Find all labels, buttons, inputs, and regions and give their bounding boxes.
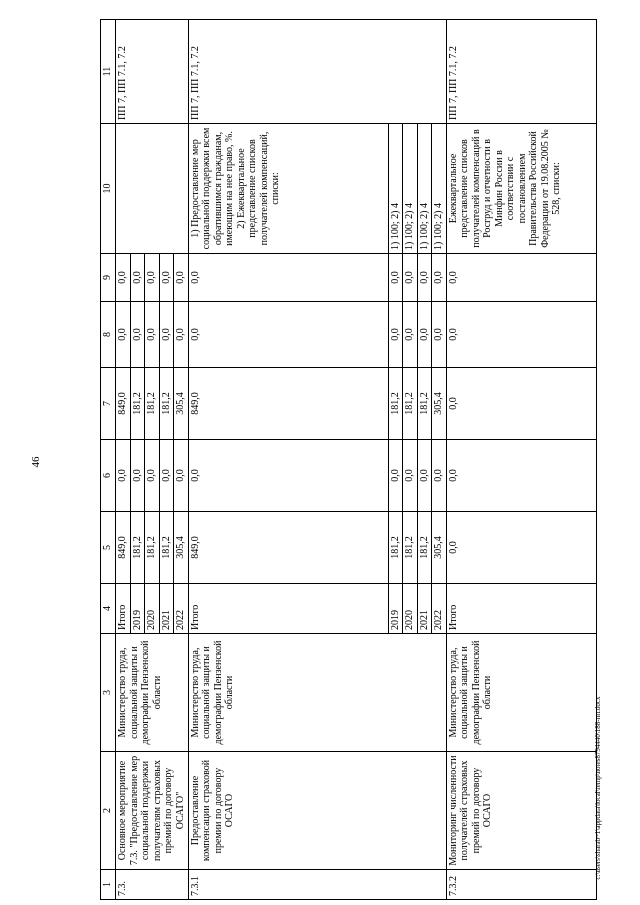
measure-name: Предоставление компенсации страховой премии по договору ОСАГО [188, 752, 446, 870]
value-cell: 181,2 [417, 512, 432, 584]
year-cell: Итого [188, 584, 388, 634]
result-value-cell: 1) 100; 2) 4 [403, 124, 418, 254]
year-cell: 2022 [174, 584, 189, 634]
table-row [446, 20, 596, 900]
value-cell: 0,0 [116, 254, 131, 302]
measure-name: Основное мероприятие 7.3. "Предоставление мер социальной поддержки получателям страховых премий по договору ОСАГО" [116, 752, 189, 870]
header-col-3: 3 [101, 634, 116, 752]
table-row [116, 20, 131, 900]
value-cell: 0,0 [145, 302, 160, 368]
value-cell: 849,0 [188, 512, 388, 584]
header-row [101, 20, 116, 900]
year-cell: Итого [116, 584, 131, 634]
row-number: 7.3. [116, 870, 189, 900]
value-cell: 0,0 [174, 440, 189, 512]
header-col-9: 9 [101, 254, 116, 302]
header-col-7: 7 [101, 368, 116, 440]
year-cell: 2019 [130, 584, 145, 634]
value-cell: 0,0 [159, 302, 174, 368]
value-cell: 181,2 [145, 368, 160, 440]
header-col-6: 6 [101, 440, 116, 512]
value-cell: 181,2 [159, 512, 174, 584]
row-number: 7.3.1 [188, 870, 446, 900]
executor: Министерство труда, социальной защиты и демографии Пензенской области [188, 634, 446, 752]
footer-file-path: c:\users\sharab~1\appdata\local\temp\notes8794440\188-пп.docx [594, 696, 602, 880]
year-cell: 2020 [145, 584, 160, 634]
year-cell: 2021 [417, 584, 432, 634]
result-cell [116, 124, 189, 254]
value-cell: 305,4 [174, 512, 189, 584]
value-cell: 849,0 [116, 368, 131, 440]
value-cell: 0,0 [130, 302, 145, 368]
value-cell: 0,0 [116, 440, 131, 512]
result-cell: Ежеквартальное представление списков получателей компенсаций в Росгруд и отчетности в Минфин России в соответствии с постановлением Правительства Российской Федерации от 19.08.2005 № 528, списки: [446, 124, 596, 254]
value-cell: 181,2 [403, 368, 418, 440]
indicators-cell: ПП 7, ПП 7.1, 7.2 [116, 20, 189, 124]
year-cell: Итого [446, 584, 596, 634]
value-cell: 0,0 [446, 254, 596, 302]
value-cell: 181,2 [159, 368, 174, 440]
value-cell: 0,0 [388, 254, 403, 302]
indicators-cell: ПП 7, ПП 7.1, 7.2 [188, 20, 446, 124]
value-cell: 0,0 [174, 302, 189, 368]
header-col-2: 2 [101, 752, 116, 870]
value-cell: 0,0 [188, 440, 388, 512]
value-cell: 0,0 [403, 440, 418, 512]
header-col-4: 4 [101, 584, 116, 634]
value-cell: 0,0 [388, 440, 403, 512]
value-cell: 305,4 [432, 368, 447, 440]
result-cell: 1) Предоставление мер социальной поддержки всем обратившимся гражданам, имеющим на нее право, %. 2) Ежеквартальное представление списков получателей компенсаций, списки: [188, 124, 388, 254]
result-value-cell: 1) 100; 2) 4 [388, 124, 403, 254]
value-cell: 0,0 [446, 368, 596, 440]
value-cell: 181,2 [130, 512, 145, 584]
value-cell: 0,0 [417, 440, 432, 512]
executor: Министерство труда, социальной защиты и демографии Пензенской области [446, 634, 596, 752]
value-cell: 0,0 [432, 254, 447, 302]
measure-name: Мониторинг численности получателей страховых премий по договору ОСАГО [446, 752, 596, 870]
value-cell: 181,2 [388, 368, 403, 440]
executor: Министерство труда, социальной защиты и демографии Пензенской области [116, 634, 189, 752]
header-col-5: 5 [101, 512, 116, 584]
result-value-cell: 1) 100; 2) 4 [432, 124, 447, 254]
value-cell: 181,2 [388, 512, 403, 584]
value-cell: 305,4 [174, 368, 189, 440]
table-row [188, 20, 388, 900]
year-cell: 2022 [432, 584, 447, 634]
value-cell: 0,0 [446, 512, 596, 584]
result-value-cell: 1) 100; 2) 4 [417, 124, 432, 254]
value-cell: 181,2 [403, 512, 418, 584]
value-cell: 0,0 [116, 302, 131, 368]
indicators-cell: ПП 7, ПП 7.1, 7.2 [446, 20, 596, 124]
rotated-table-sheet [100, 20, 580, 900]
value-cell: 0,0 [145, 254, 160, 302]
value-cell: 0,0 [130, 254, 145, 302]
value-cell: 0,0 [159, 440, 174, 512]
value-cell: 181,2 [417, 368, 432, 440]
value-cell: 0,0 [417, 254, 432, 302]
program-measures-table [100, 19, 597, 900]
value-cell: 0,0 [159, 254, 174, 302]
value-cell: 0,0 [388, 302, 403, 368]
value-cell: 0,0 [145, 440, 160, 512]
year-cell: 2020 [403, 584, 418, 634]
header-col-10: 10 [101, 124, 116, 254]
value-cell: 0,0 [432, 302, 447, 368]
value-cell: 0,0 [403, 254, 418, 302]
value-cell: 849,0 [116, 512, 131, 584]
header-col-11: 11 [101, 20, 116, 124]
value-cell: 0,0 [446, 302, 596, 368]
value-cell: 181,2 [130, 368, 145, 440]
value-cell: 0,0 [130, 440, 145, 512]
value-cell: 0,0 [403, 302, 418, 368]
value-cell: 0,0 [446, 440, 596, 512]
value-cell: 0,0 [188, 302, 388, 368]
year-cell: 2019 [388, 584, 403, 634]
value-cell: 0,0 [174, 254, 189, 302]
year-cell: 2021 [159, 584, 174, 634]
row-number: 7.3.2 [446, 870, 596, 900]
page-number: 46 [30, 456, 42, 468]
value-cell: 181,2 [145, 512, 160, 584]
value-cell: 0,0 [432, 440, 447, 512]
header-col-8: 8 [101, 302, 116, 368]
value-cell: 0,0 [417, 302, 432, 368]
value-cell: 849,0 [188, 368, 388, 440]
value-cell: 0,0 [188, 254, 388, 302]
value-cell: 305,4 [432, 512, 447, 584]
header-col-1: 1 [101, 870, 116, 900]
